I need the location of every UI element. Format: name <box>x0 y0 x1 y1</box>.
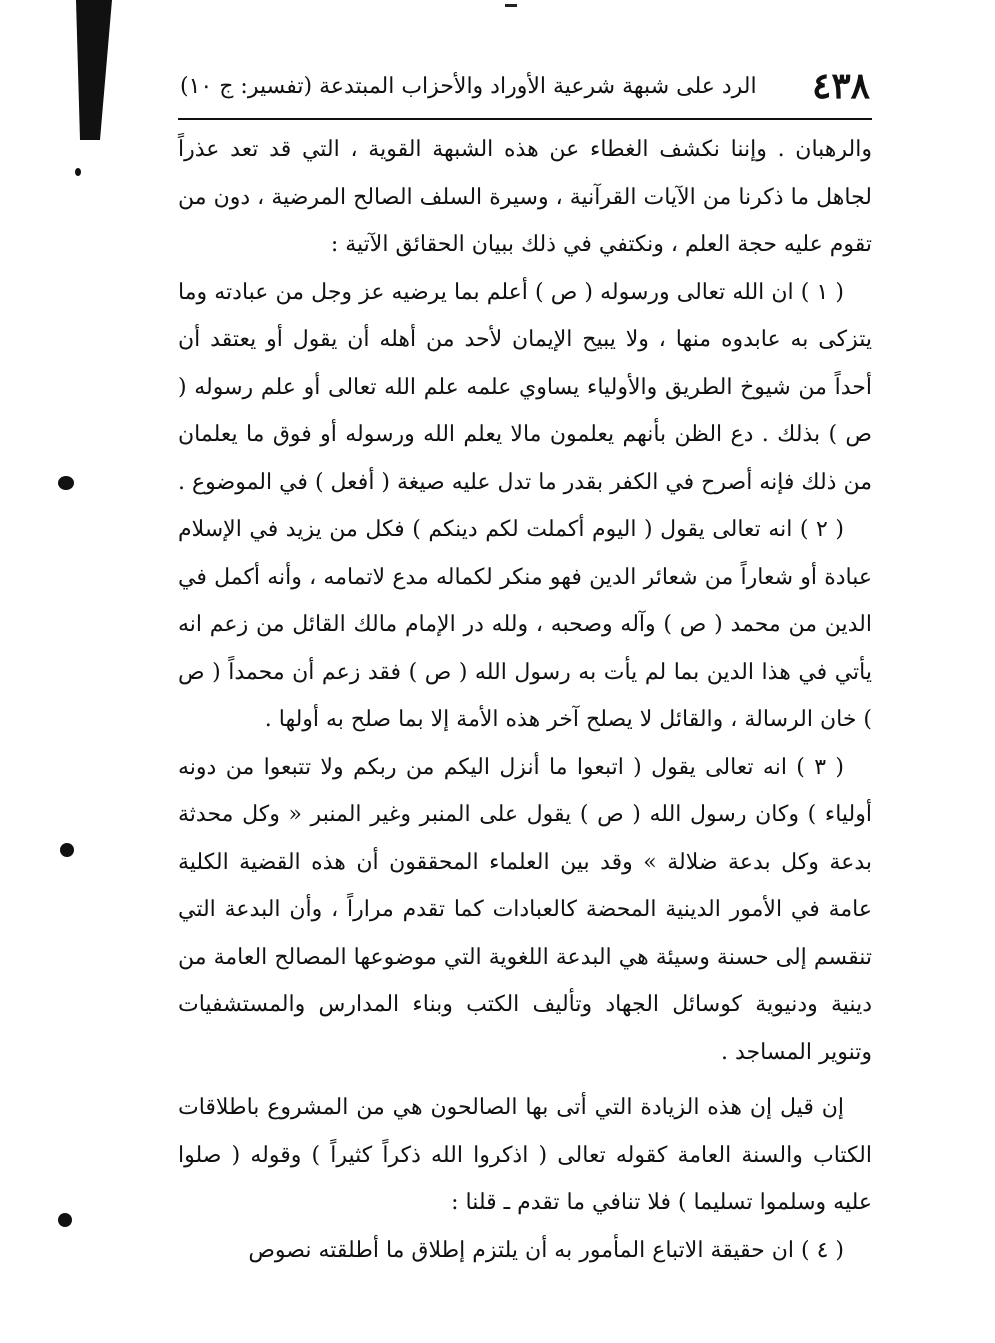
page-header <box>180 60 870 112</box>
punch-hole-mark <box>58 476 74 490</box>
margin-dot <box>75 168 81 176</box>
paragraph-point-2: ( ٢ ) انه تعالى يقول ( اليوم أكملت لكم دينكم ) فكل من يزيد في الإسلام عبادة أو شعاراً من شعائر الدين فهو منكر لكماله مدع لاتمامه ، وأنه أكمل في الدين من محمد ( ص ) وآله وصحبه ، ولله در الإمام مالك القائل من زعم انه يأتي في هذا الدين بما لم يأت به رسول الله ( ص ) فقد زعم أن محمداً ( ص ) خان الرسالة ، والقائل لا يصلح آخر هذه الأمة إلا بما صلح به أولها . <box>178 517 872 732</box>
running-title: الرد على شبهة شرعية الأوراد والأحزاب المبتدعة (تفسير: ج ١٠) <box>180 73 757 99</box>
punch-hole-mark <box>60 843 74 857</box>
body-text <box>178 126 872 1274</box>
scan-edge-shadow <box>72 0 114 140</box>
punch-hole-mark <box>58 1213 72 1227</box>
paragraph-intro: والرهبان . وإننا نكشف الغطاء عن هذه الشبهة القوية ، التي قد تعد عذراً لجاهل ما ذكرنا من الآيات القرآنية ، وسيرة السلف الصالح المرضية ، دون من تقوم عليه حجة العلم ، ونكتفي في ذلك ببيان الحقائق الآتية : <box>178 137 872 257</box>
paragraph-point-3: ( ٣ ) انه تعالى يقول ( اتبعوا ما أنزل اليكم من ربكم ولا تتبعوا من دونه أولياء ) وكان رسول الله ( ص ) يقول على المنبر وغير المنبر « وكل محدثة بدعة وكل بدعة ضلالة » وقد بين العلماء المحققون أن هذه القضية الكلية عامة في الأمور الدينية المحضة كالعبادات كما تقدم مراراً ، وأن البدعة التي تنقسم إلى حسنة وسيئة هي البدعة اللغوية التي موضوعها المصالح العامة من دينية ودنيوية كوسائل الجهاد وتأليف الكتب وبناء المدارس والمستشفيات وتنوير المساجد . <box>178 754 872 1065</box>
paragraph-point-4: ( ٤ ) ان حقيقة الاتباع المأمور به أن يلتزم إطلاق ما أطلقته نصوص <box>248 1237 844 1263</box>
header-rule <box>178 118 872 120</box>
paragraph-point-1: ( ١ ) ان الله تعالى ورسوله ( ص ) أعلم بما يرضيه عز وجل من عبادته وما يتزكى به عابدوه منها ، ولا يبيح الإيمان لأحد من أهله أن يقول أو يعتقد أن أحداً من شيوخ الطريق والأولياء يساوي علمه علم الله تعالى أو علم رسوله ( ص ) بذلك . دع الظن بأنهم يعلمون مالا يعلم الله ورسوله أو فوق ما يعلمان من ذلك فإنه أصرح في الكفر بقدر ما تدل عليه صيغة ( أفعل ) في الموضوع . <box>178 279 872 495</box>
page-number: ٤٣٨ <box>811 65 870 107</box>
paragraph-objection: إن قيل إن هذه الزيادة التي أتى بها الصالحون هي من المشروع باطلاقات الكتاب والسنة العامة كقوله تعالى ( اذكروا الله ذكراً كثيراً ) وقوله ( صلوا عليه وسلموا تسليما ) فلا تنافي ما تقدم ـ قلنا : <box>178 1095 872 1215</box>
scan-tick-mark <box>505 4 517 7</box>
